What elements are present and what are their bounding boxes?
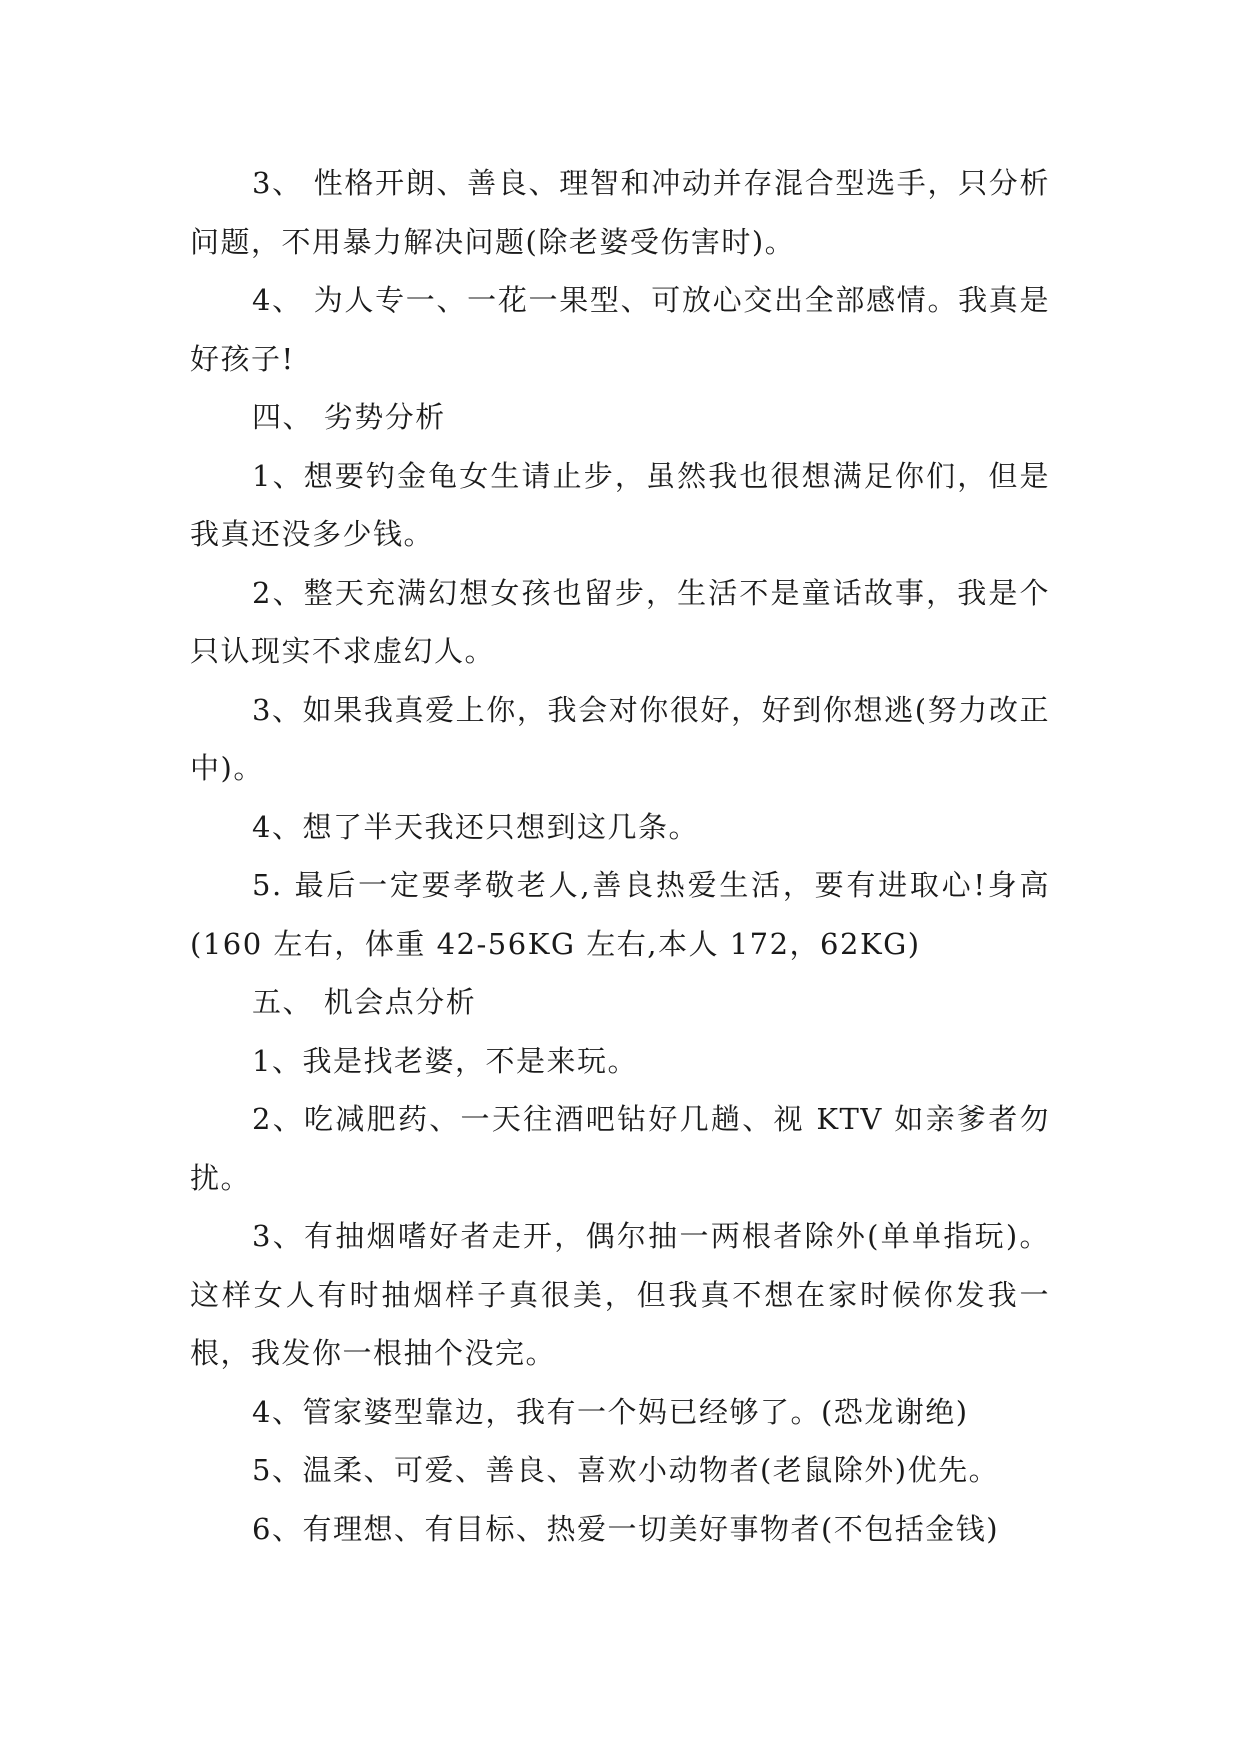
- paragraph-opportunity-3: 3、有抽烟嗜好者走开，偶尔抽一两根者除外(单单指玩)。这样女人有时抽烟样子真很美，但我真不想在家时候你发我一根，我发你一根抽个没完。: [190, 1219, 1050, 1370]
- paragraph-weakness-3: 3、如果我真爱上你，我会对你很好，好到你想逃(努力改正中)。: [190, 692, 1050, 785]
- paragraph-opportunity-5: 5、温柔、可爱、善良、喜欢小动物者(老鼠除外)优先。: [252, 1453, 1000, 1487]
- paragraph-weakness-4: 4、想了半天我还只想到这几条。: [252, 809, 699, 844]
- paragraph-opportunity-2: 2、吃减肥药、一天往酒吧钻好几趟、视 KTV 如亲爹者勿扰。: [190, 1102, 1050, 1195]
- paragraph-opportunity-1: 1、我是找老婆，不是来玩。: [252, 1043, 638, 1078]
- section-heading-opportunities: 五、 机会点分析: [252, 985, 477, 1019]
- paragraph-opportunity-4: 4、管家婆型靠边，我有一个妈已经够了。(恐龙谢绝): [252, 1394, 969, 1429]
- paragraph-weakness-5: 5. 最后一定要孝敬老人,善良热爱生活，要有进取心!身高(160 左右，体重 42-56KG 左右,本人 172，62KG): [190, 868, 1050, 961]
- paragraph-personality: 3、 性格开朗、善良、理智和冲动并存混合型选手，只分析问题，不用暴力解决问题(除老婆受伤害时)。: [190, 166, 1050, 259]
- paragraph-opportunity-6: 6、有理想、有目标、热爱一切美好事物者(不包括金钱): [252, 1511, 1000, 1546]
- paragraph-weakness-2: 2、整天充满幻想女孩也留步，生活不是童话故事，我是个只认现实不求虚幻人。: [190, 575, 1050, 668]
- paragraph-loyalty: 4、 为人专一、一花一果型、可放心交出全部感情。我真是好孩子!: [190, 283, 1050, 376]
- section-heading-weaknesses: 四、 劣势分析: [252, 400, 446, 434]
- paragraph-weakness-1: 1、想要钓金龟女生请止步，虽然我也很想满足你们，但是我真还没多少钱。: [190, 458, 1050, 551]
- document-body: [190, 154, 1050, 1558]
